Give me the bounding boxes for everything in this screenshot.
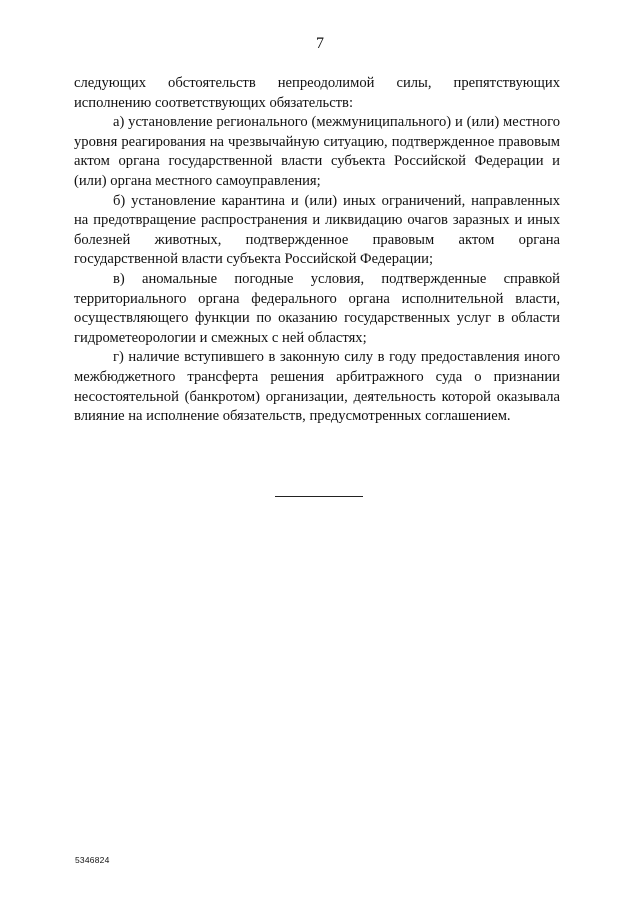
document-code: 5346824	[75, 855, 110, 865]
paragraph-item-a: а) установление регионального (межмуниципального) и (или) местного уровня реагирования на чрезвычайную ситуацию, подтвержденное правовым актом органа государственной власти субъекта Российской Федерации и (или) органа местного самоуправления;	[74, 114, 560, 189]
page-number: 7	[316, 35, 324, 52]
paragraph-item-g: г) наличие вступившего в законную силу в году предоставления иного межбюджетного трансферта решения арбитражного суда о признании несостоятельной (банкротом) организации, деятельность которой оказывала влияние на исполнение обязательств, предусмотренных соглашением.	[74, 349, 560, 425]
paragraph-item-v: в) аномальные погодные условия, подтвержденные справкой территориального органа федерального органа исполнительной власти, осуществляющего функции по оказанию государственных услуг в области гидрометеорологии и смежных с ней областях;	[74, 270, 560, 346]
intro-paragraph: следующих обстоятельств непреодолимой силы, препятствующих исполнению соответствующих обязательств:	[74, 75, 560, 111]
document-body	[74, 74, 560, 427]
paragraph-item-b: б) установление карантина и (или) иных ограничений, направленных на предотвращение распространения и ликвидацию очагов заразных и иных болезней животных, подтвержденное правовым актом органа государственной власти субъекта Российской Федерации;	[74, 192, 560, 268]
end-separator-line	[275, 496, 363, 497]
